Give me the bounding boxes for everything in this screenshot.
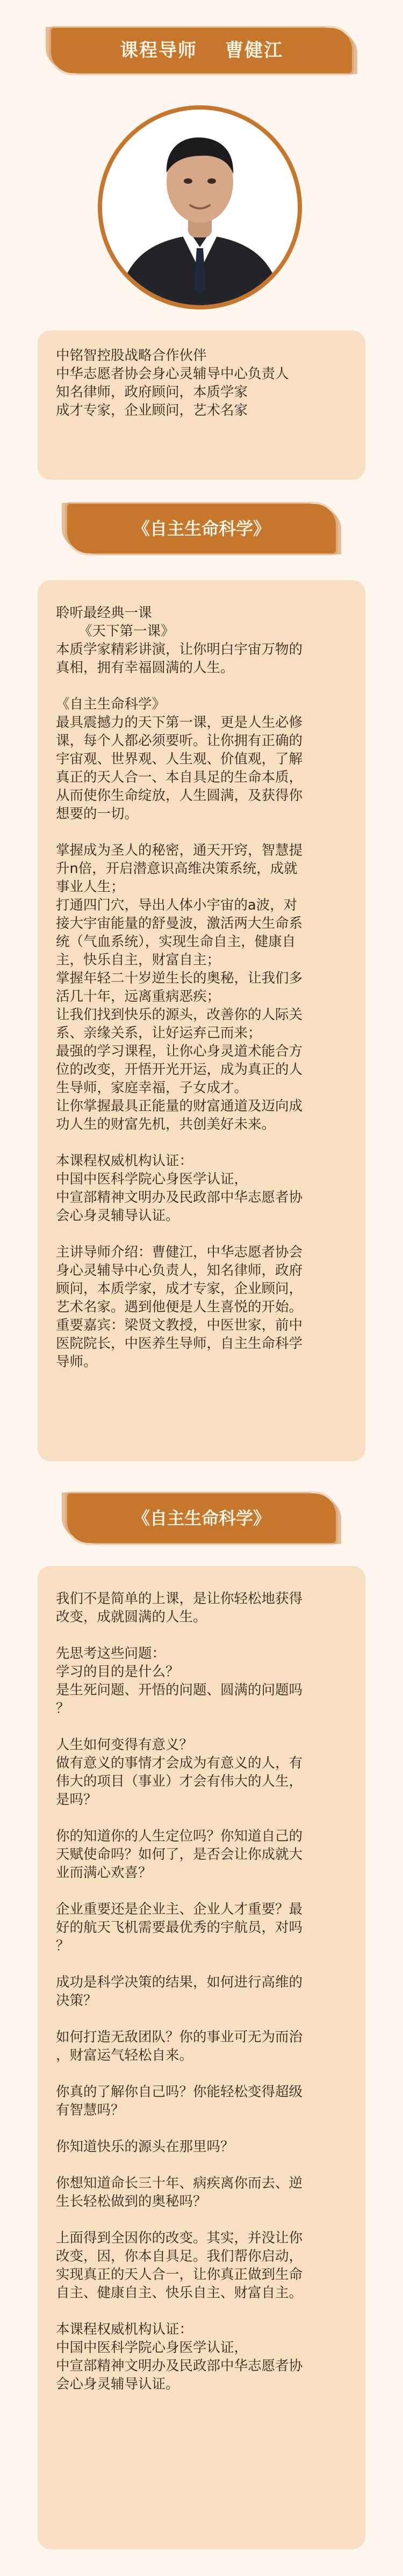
text-line: 让你掌握最具正能量的财富通道及迈向成 [56,1098,303,1114]
text-line: 会心身灵辅导认证。 [56,2376,179,2392]
paragraph [56,1900,347,1955]
paragraph [56,1644,347,1663]
paragraph [56,2357,347,2393]
paragraph [56,1188,347,1225]
text-line: 你真的了解你自己吗？你能轻松变得超级 [56,2084,303,2100]
text-line: 导师。 [56,1354,97,1370]
paragraph [56,2138,347,2156]
paragraph [56,695,347,713]
paragraph-gap [56,1955,347,1973]
paragraph [56,1590,347,1626]
text-line: 打通四门穴，导出人体小宇宙的a波，对 [56,897,298,913]
text-line: 成功是科学决策的结果，如何进行高维的 [56,1974,303,1990]
paragraph [56,1316,347,1371]
paragraph [56,841,347,896]
paragraph [56,1006,347,1042]
text-line: 位的改变，开悟开光开运，成为真正的人 [56,1062,303,1078]
text-line: ？ [56,1700,70,1716]
section-title-banner: 《自主生命科学》 [67,504,336,553]
paragraph-gap [56,1882,347,1900]
paragraph-gap [56,2211,347,2229]
paragraph-gap [56,1809,347,1827]
credential-line: 中铭智控股战略合作伙伴 [56,348,207,364]
paragraph [56,1754,347,1809]
text-line: 从而使你生命绽放，人生圆满，及获得你 [56,788,303,804]
paragraph [56,604,347,622]
paragraph-gap [56,2065,347,2083]
paragraph [56,1152,347,1170]
text-line: 决策？ [56,1993,97,2009]
text-line: 升n倍，开启潜意识高维决策系统，成就 [56,861,298,877]
text-line: 企业重要还是企业主、企业人才重要？最 [56,1901,303,1917]
paragraph-gap [56,1225,347,1243]
text-line: 真相，拥有幸福圆满的人生。 [56,660,234,676]
paragraph [56,1042,347,1097]
paragraph [56,1663,347,1681]
paragraph [56,1736,347,1754]
instructor-role: 课程导师 [120,40,197,61]
paragraph-gap [56,2119,347,2138]
instructor-credentials-card [38,330,365,480]
text-line: 是吗？ [56,1792,97,1808]
paragraph [56,1973,347,2010]
text-line: 接大宇宙能量的舒曼波，激活两大生命系 [56,915,303,932]
paragraph [56,1097,347,1134]
text-line: 真正的天人合一、本自具足的生命本质， [56,769,303,785]
text-line: 会心身灵辅导认证。 [56,1208,179,1224]
paragraph [56,1170,347,1188]
paragraph [56,1827,347,1882]
paragraph [56,713,347,823]
text-line: 主，快乐自主，财富自主； [56,952,221,968]
paragraph [56,2229,347,2302]
paragraph-gap [56,1134,347,1152]
instructor-header-banner [51,28,352,73]
text-line: 中宣部精神文明办及民政部中华志愿者协 [56,2358,303,2374]
text-line: 本质学家精彩讲演，让你明白宇宙万物的 [56,641,303,658]
text-line: 统（气血系统），实现生命自主，健康自 [56,934,296,950]
text-line: 重要嘉宾：梁贤文教授，中医世家，前中 [56,1317,303,1333]
text-line: 生长轻松做到的奥秘吗？ [56,2193,207,2210]
text-line: 先思考这些问题： [56,1646,166,1662]
text-line: 你想知道命长三十年、病疾离你而去、逆 [56,2175,303,2191]
paragraph [56,622,347,640]
text-line: 业而满心欢喜？ [56,1865,152,1881]
text-line: 上面得到全因你的改变。其实，并没让你 [56,2230,303,2246]
text-line: 做有意义的事情才会成为有意义的人，有 [56,1755,303,1771]
text-line: 好的航天飞机需要最优秀的宇航员，对吗 [56,1920,303,1936]
paragraph-gap [56,2010,347,2028]
text-line: 改变，成就圆满的人生。 [56,1609,207,1625]
text-line: 医院院长，中医养生导师，自主生命科学 [56,1336,303,1352]
text-line: 中国中医科学院心身医学认证， [56,1171,248,1187]
text-line: 《自主生命科学》 [56,696,166,712]
text-line: 改变，因，你本自具足。我们帮你启动， [56,2248,303,2264]
text-line: 最强的学习课程，让你心身灵道术能合方 [56,1043,303,1059]
paragraph-gap [56,1718,347,1736]
text-line: 本课程权威机构认证： [56,2321,193,2337]
text-line: ，财富运气轻松自来。 [56,2047,193,2063]
paragraph [56,2083,347,2119]
paragraph [56,1243,347,1316]
credential-line: 知名律师，政府顾问，本质学家 [56,384,248,400]
paragraph-gap [56,2302,347,2320]
text-line: 如何打造无敌团队？你的事业可无为而治 [56,2029,303,2045]
paragraph [56,640,347,677]
text-line: 聆听最经典一课 [56,605,152,621]
text-line: 掌握成为圣人的秘密，通天开窍，智慧提 [56,842,303,858]
paragraph-gap [56,1626,347,1644]
text-line: 我们不是简单的上课，是让你轻松地获得 [56,1591,303,1607]
text-line: 本课程权威机构认证： [56,1153,193,1169]
text-line: 掌握年轻二十岁逆生长的奥秘，让我们多 [56,970,303,986]
paragraph-gap [56,2156,347,2174]
text-line: 学习的目的是什么？ [56,1664,179,1680]
credential-line: 中华志愿者协会身心灵辅导中心负责人 [56,366,289,382]
paragraph [56,969,347,1006]
text-line: 人生如何变得有意义？ [56,1737,193,1753]
text-line: 最具震撼力的天下第一课，更是人生必修 [56,715,303,731]
text-line: 实现真正的天人合一，让你真正做到生命 [56,2267,303,2283]
text-line: 让我们找到快乐的源头，改善你的人际关 [56,1007,303,1023]
text-line: 自主、健康自主、快乐自主、财富自主。 [56,2285,303,2301]
text-line: 事业人生； [56,879,125,895]
paragraph-gap [56,677,347,695]
instructor-portrait [102,110,298,305]
text-line: 主讲导师介绍：曹健江，中华志愿者协会 [56,1244,303,1260]
instructor-portrait-frame [98,105,302,309]
paragraph [56,2339,347,2357]
text-line: 课，每个人都必须要听。让你拥有正确的 [56,733,303,749]
paragraph-gap [56,823,347,841]
text-line: 中宣部精神文明办及民政部中华志愿者协 [56,1189,303,1206]
text-line: 有智慧吗？ [56,2102,125,2118]
text-line: 身心灵辅导中心负责人，知名律师，政府 [56,1262,303,1279]
paragraph [56,2320,347,2339]
text-line: 你知道快乐的源头在那里吗？ [56,2139,234,2155]
text-line: 你的知道你的人生定位吗？你知道自己的 [56,1828,303,1844]
text-line: 中国中医科学院心身医学认证， [56,2340,248,2356]
text-line: 生导师，家庭幸福，子女成才。 [56,1080,248,1096]
text-line: 顾问，本质学家，成才专家，企业顾问， [56,1281,303,1297]
text-line: 艺术名家。遇到他便是人生喜悦的开始。 [56,1299,303,1315]
text-line: 是生死问题、开悟的问题、圆满的问题吗 [56,1682,303,1698]
credential-line: 成才专家，企业顾问，艺术名家 [56,402,248,418]
paragraph [56,1681,347,1718]
paragraph [56,2028,347,2065]
section-title-banner-2: 《自主生命科学》 [67,1493,336,1543]
paragraph [56,2174,347,2211]
text-line: 系、亲缘关系，让好运弃己而来； [56,1025,262,1041]
text-line: 想要的一切。 [56,806,139,822]
course-questions-card [38,1566,365,2549]
text-line: 天赋使命吗？如何了，是否会让你成就大 [56,1846,303,1863]
instructor-name: 曹健江 [225,40,283,61]
text-line: 伟大的项目（事业）才会有伟大的人生， [56,1773,303,1790]
text-line: 《天下第一课》 [78,623,175,639]
paragraph [56,896,347,969]
text-line: 活几十年，远离重病恶疾； [56,988,221,1005]
text-line: 功人生的财富先机，共创美好未来。 [56,1116,276,1132]
text-line: ？ [56,1938,70,1954]
course-intro-card [38,580,365,1461]
text-line: 宇宙观、世界观、人生观、价值观，了解 [56,751,303,767]
